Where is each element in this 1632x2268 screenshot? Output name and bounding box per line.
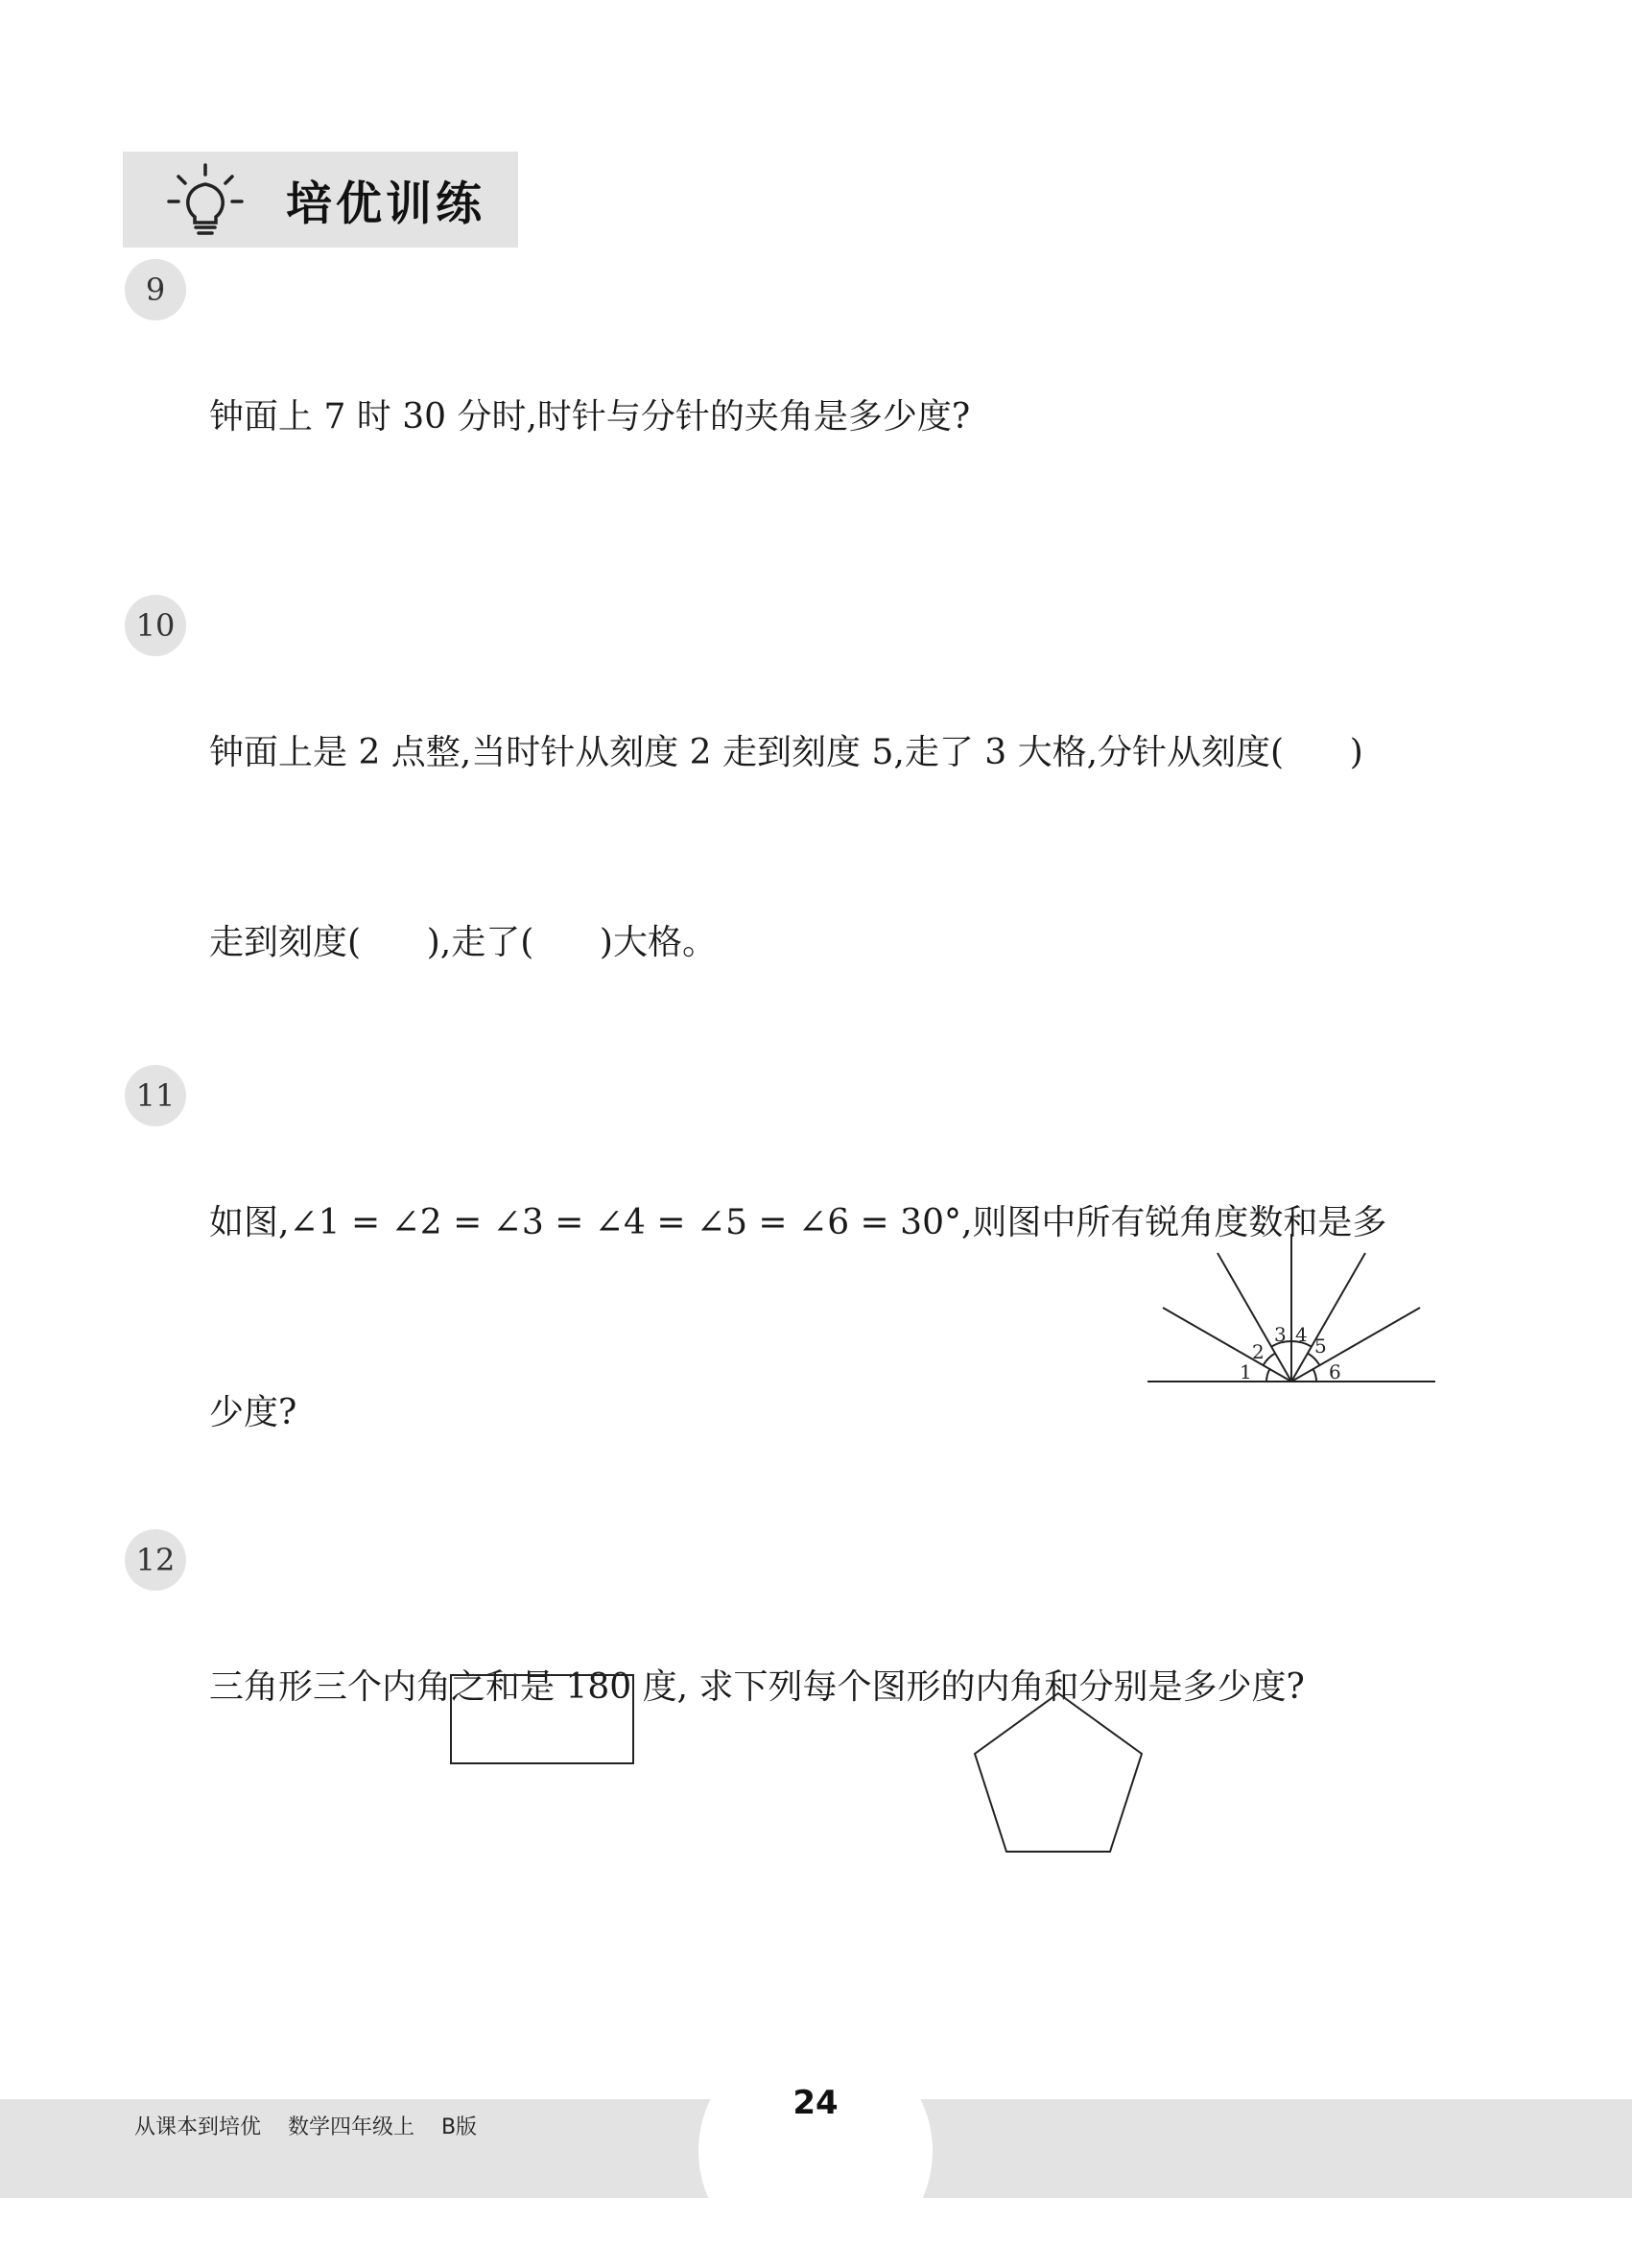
question-line: 如图,∠1 = ∠2 = ∠3 = ∠4 = ∠5 = ∠6 = 30°,则图中所有锐角度数和是多 bbox=[209, 1203, 1387, 1242]
pentagon-figure bbox=[971, 1690, 1146, 1855]
question-number: 10 bbox=[125, 595, 186, 656]
question-line: 走到刻度( ),走了( )大格。 bbox=[209, 923, 717, 962]
angle-label: 4 bbox=[1295, 1323, 1308, 1346]
page-number: 24 bbox=[792, 2084, 839, 2122]
angle-label: 1 bbox=[1240, 1360, 1252, 1383]
question-number: 11 bbox=[125, 1065, 186, 1126]
question-text bbox=[209, 595, 1363, 1038]
question-line: 少度? bbox=[209, 1393, 297, 1432]
lightbulb-icon bbox=[165, 159, 246, 240]
angle-label: 6 bbox=[1329, 1360, 1341, 1383]
question-line: 钟面上 7 时 30 分时,时针与分针的夹角是多少度? bbox=[209, 397, 971, 437]
angle-arc bbox=[1313, 1369, 1317, 1382]
angle-label: 3 bbox=[1274, 1323, 1287, 1346]
angle-label: 5 bbox=[1314, 1335, 1327, 1358]
footer-book-title: 从课本到培优 数学四年级上 B版 bbox=[134, 2115, 478, 2139]
question-number: 9 bbox=[125, 259, 186, 320]
question-text bbox=[209, 259, 970, 512]
rectangle-figure bbox=[449, 1673, 637, 1767]
section-header bbox=[123, 152, 518, 248]
ray bbox=[1163, 1308, 1291, 1382]
question-line: 钟面上是 2 点整,当时针从刻度 2 走到刻度 5,走了 3 大格,分针从刻度( ) bbox=[209, 733, 1363, 772]
angle-arc bbox=[1264, 1354, 1275, 1365]
question-number: 12 bbox=[125, 1529, 186, 1591]
angle-figure bbox=[1132, 1218, 1449, 1391]
ray bbox=[1291, 1308, 1420, 1382]
question-line: 三角形三个内角之和是 180 度, 求下列每个图形的内角和分别是多少度? bbox=[209, 1667, 1305, 1707]
angle-arc bbox=[1266, 1369, 1270, 1382]
page-number-tab bbox=[698, 2034, 933, 2268]
section-title: 培优训练 bbox=[286, 177, 486, 231]
angle-label: 2 bbox=[1252, 1340, 1265, 1363]
